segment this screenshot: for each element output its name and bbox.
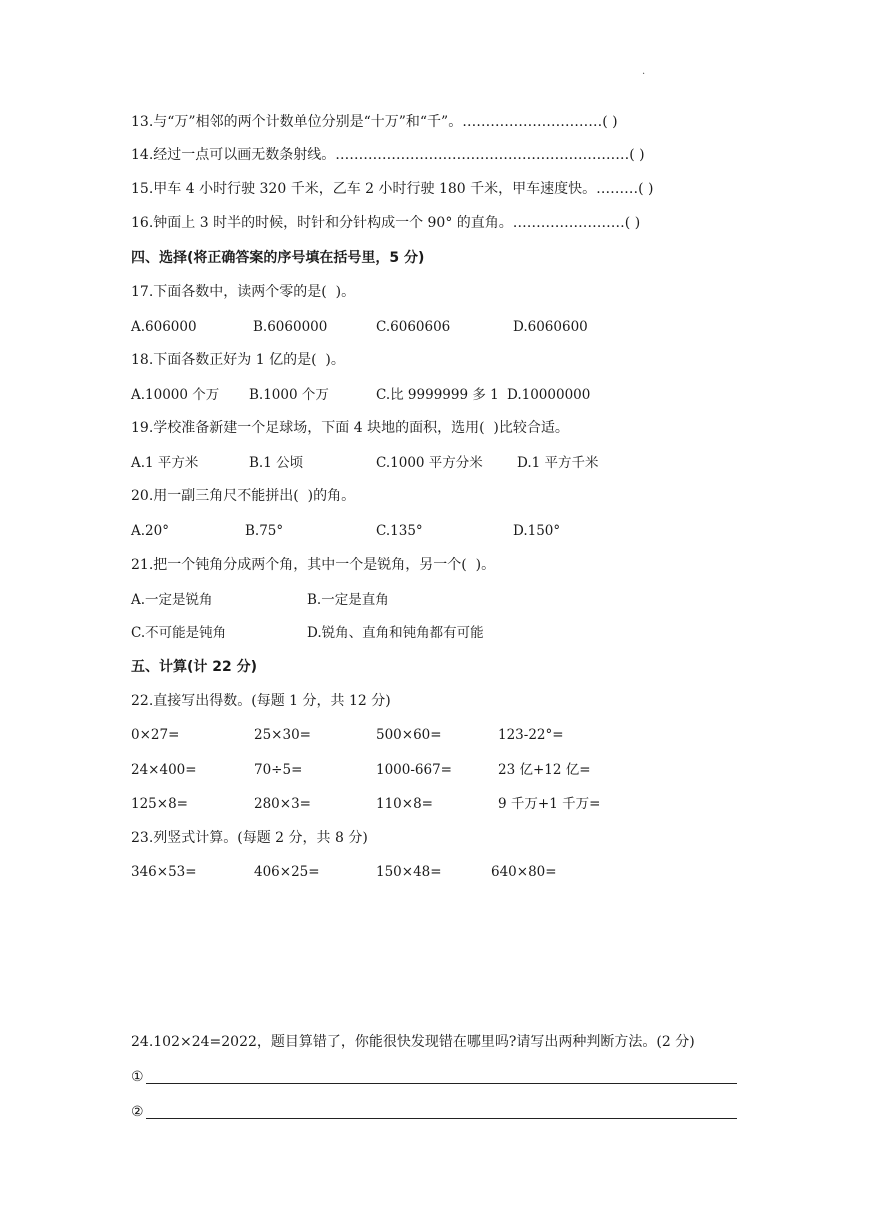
q18-option-d: D.10000000 (507, 387, 591, 403)
q22-item: 123-22°= (498, 727, 564, 743)
header-dot: . (642, 66, 646, 77)
question-23: 23.列竖式计算。(每题 2 分，共 8 分) (131, 830, 368, 846)
q22-item: 280×3= (254, 796, 311, 812)
section-5-title: 五、计算(计 22 分) (131, 659, 258, 675)
q22-item: 25×30= (254, 727, 311, 743)
q19-option-d: D.1 平方千米 (517, 455, 599, 471)
q23-item: 406×25= (254, 864, 320, 880)
q22-item: 500×60= (376, 727, 442, 743)
q22-item: 125×8= (131, 796, 188, 812)
q22-item: 70÷5= (254, 762, 303, 778)
judge-question-16: 16.钟面上 3 时半的时候，时针和分针构成一个 90° 的直角。……………………( ) (131, 215, 641, 231)
q17-option-a: A.606000 (131, 319, 197, 335)
answer-blank-2-line[interactable] (146, 1118, 737, 1119)
q22-item: 1000-667= (376, 762, 452, 778)
question-18: 18.下面各数正好为 1 亿的是( )。 (131, 352, 345, 368)
question-24: 24.102×24=2022，题目算错了，你能很快发现错在哪里吗?请写出两种判断方法。(2 分) (131, 1034, 695, 1050)
q19-option-c: C.1000 平方分米 (376, 455, 483, 471)
q23-item: 346×53= (131, 864, 197, 880)
answer-blank-1-line[interactable] (146, 1083, 737, 1084)
judge-question-14: 14.经过一点可以画无数条射线。………………………………………………………( ) (131, 147, 645, 163)
q19-option-b: B.1 公顷 (249, 455, 304, 471)
q22-item: 110×8= (376, 796, 433, 812)
question-20: 20.用一副三角尺不能拼出( )的角。 (131, 488, 356, 504)
q22-item: 9 千万+1 千万= (498, 796, 601, 812)
q20-option-d: D.150° (513, 523, 561, 539)
q17-option-c: C.6060606 (376, 319, 451, 335)
q21-option-b: B.一定是直角 (307, 592, 389, 608)
question-19: 19.学校准备新建一个足球场，下面 4 块地的面积，选用( )比较合适。 (131, 420, 569, 436)
answer-blank-1-label: ① (131, 1069, 144, 1085)
question-22: 22.直接写出得数。(每题 1 分，共 12 分) (131, 693, 391, 709)
judge-question-13: 13.与“万”相邻的两个计数单位分别是“十万”和“千”。…………………………( ) (131, 114, 618, 130)
q17-option-d: D.6060600 (513, 319, 588, 335)
q20-option-c: C.135° (376, 523, 423, 539)
q21-option-d: D.锐角、直角和钝角都有可能 (307, 625, 484, 641)
q21-option-c: C.不可能是钝角 (131, 625, 227, 641)
q22-item: 23 亿+12 亿= (498, 762, 591, 778)
q17-option-b: B.6060000 (253, 319, 328, 335)
q20-option-b: B.75° (245, 523, 284, 539)
q21-option-a: A.一定是锐角 (131, 592, 213, 608)
q22-item: 0×27= (131, 727, 180, 743)
question-21: 21.把一个钝角分成两个角，其中一个是锐角，另一个( )。 (131, 557, 496, 573)
q23-item: 150×48= (376, 864, 442, 880)
q18-option-c: C.比 9999999 多 1 (376, 387, 499, 403)
judge-question-15: 15.甲车 4 小时行驶 320 千米，乙车 2 小时行驶 180 千米，甲车速度快。………( ) (131, 181, 654, 197)
q22-item: 24×400= (131, 762, 197, 778)
section-4-title: 四、选择(将正确答案的序号填在括号里，5 分) (131, 250, 425, 266)
q20-option-a: A.20° (131, 523, 169, 539)
question-17: 17.下面各数中，读两个零的是( )。 (131, 284, 356, 300)
q23-item: 640×80= (491, 864, 557, 880)
q19-option-a: A.1 平方米 (131, 455, 199, 471)
q18-option-b: B.1000 个万 (249, 387, 329, 403)
answer-blank-2-label: ② (131, 1104, 144, 1120)
q18-option-a: A.10000 个万 (131, 387, 220, 403)
